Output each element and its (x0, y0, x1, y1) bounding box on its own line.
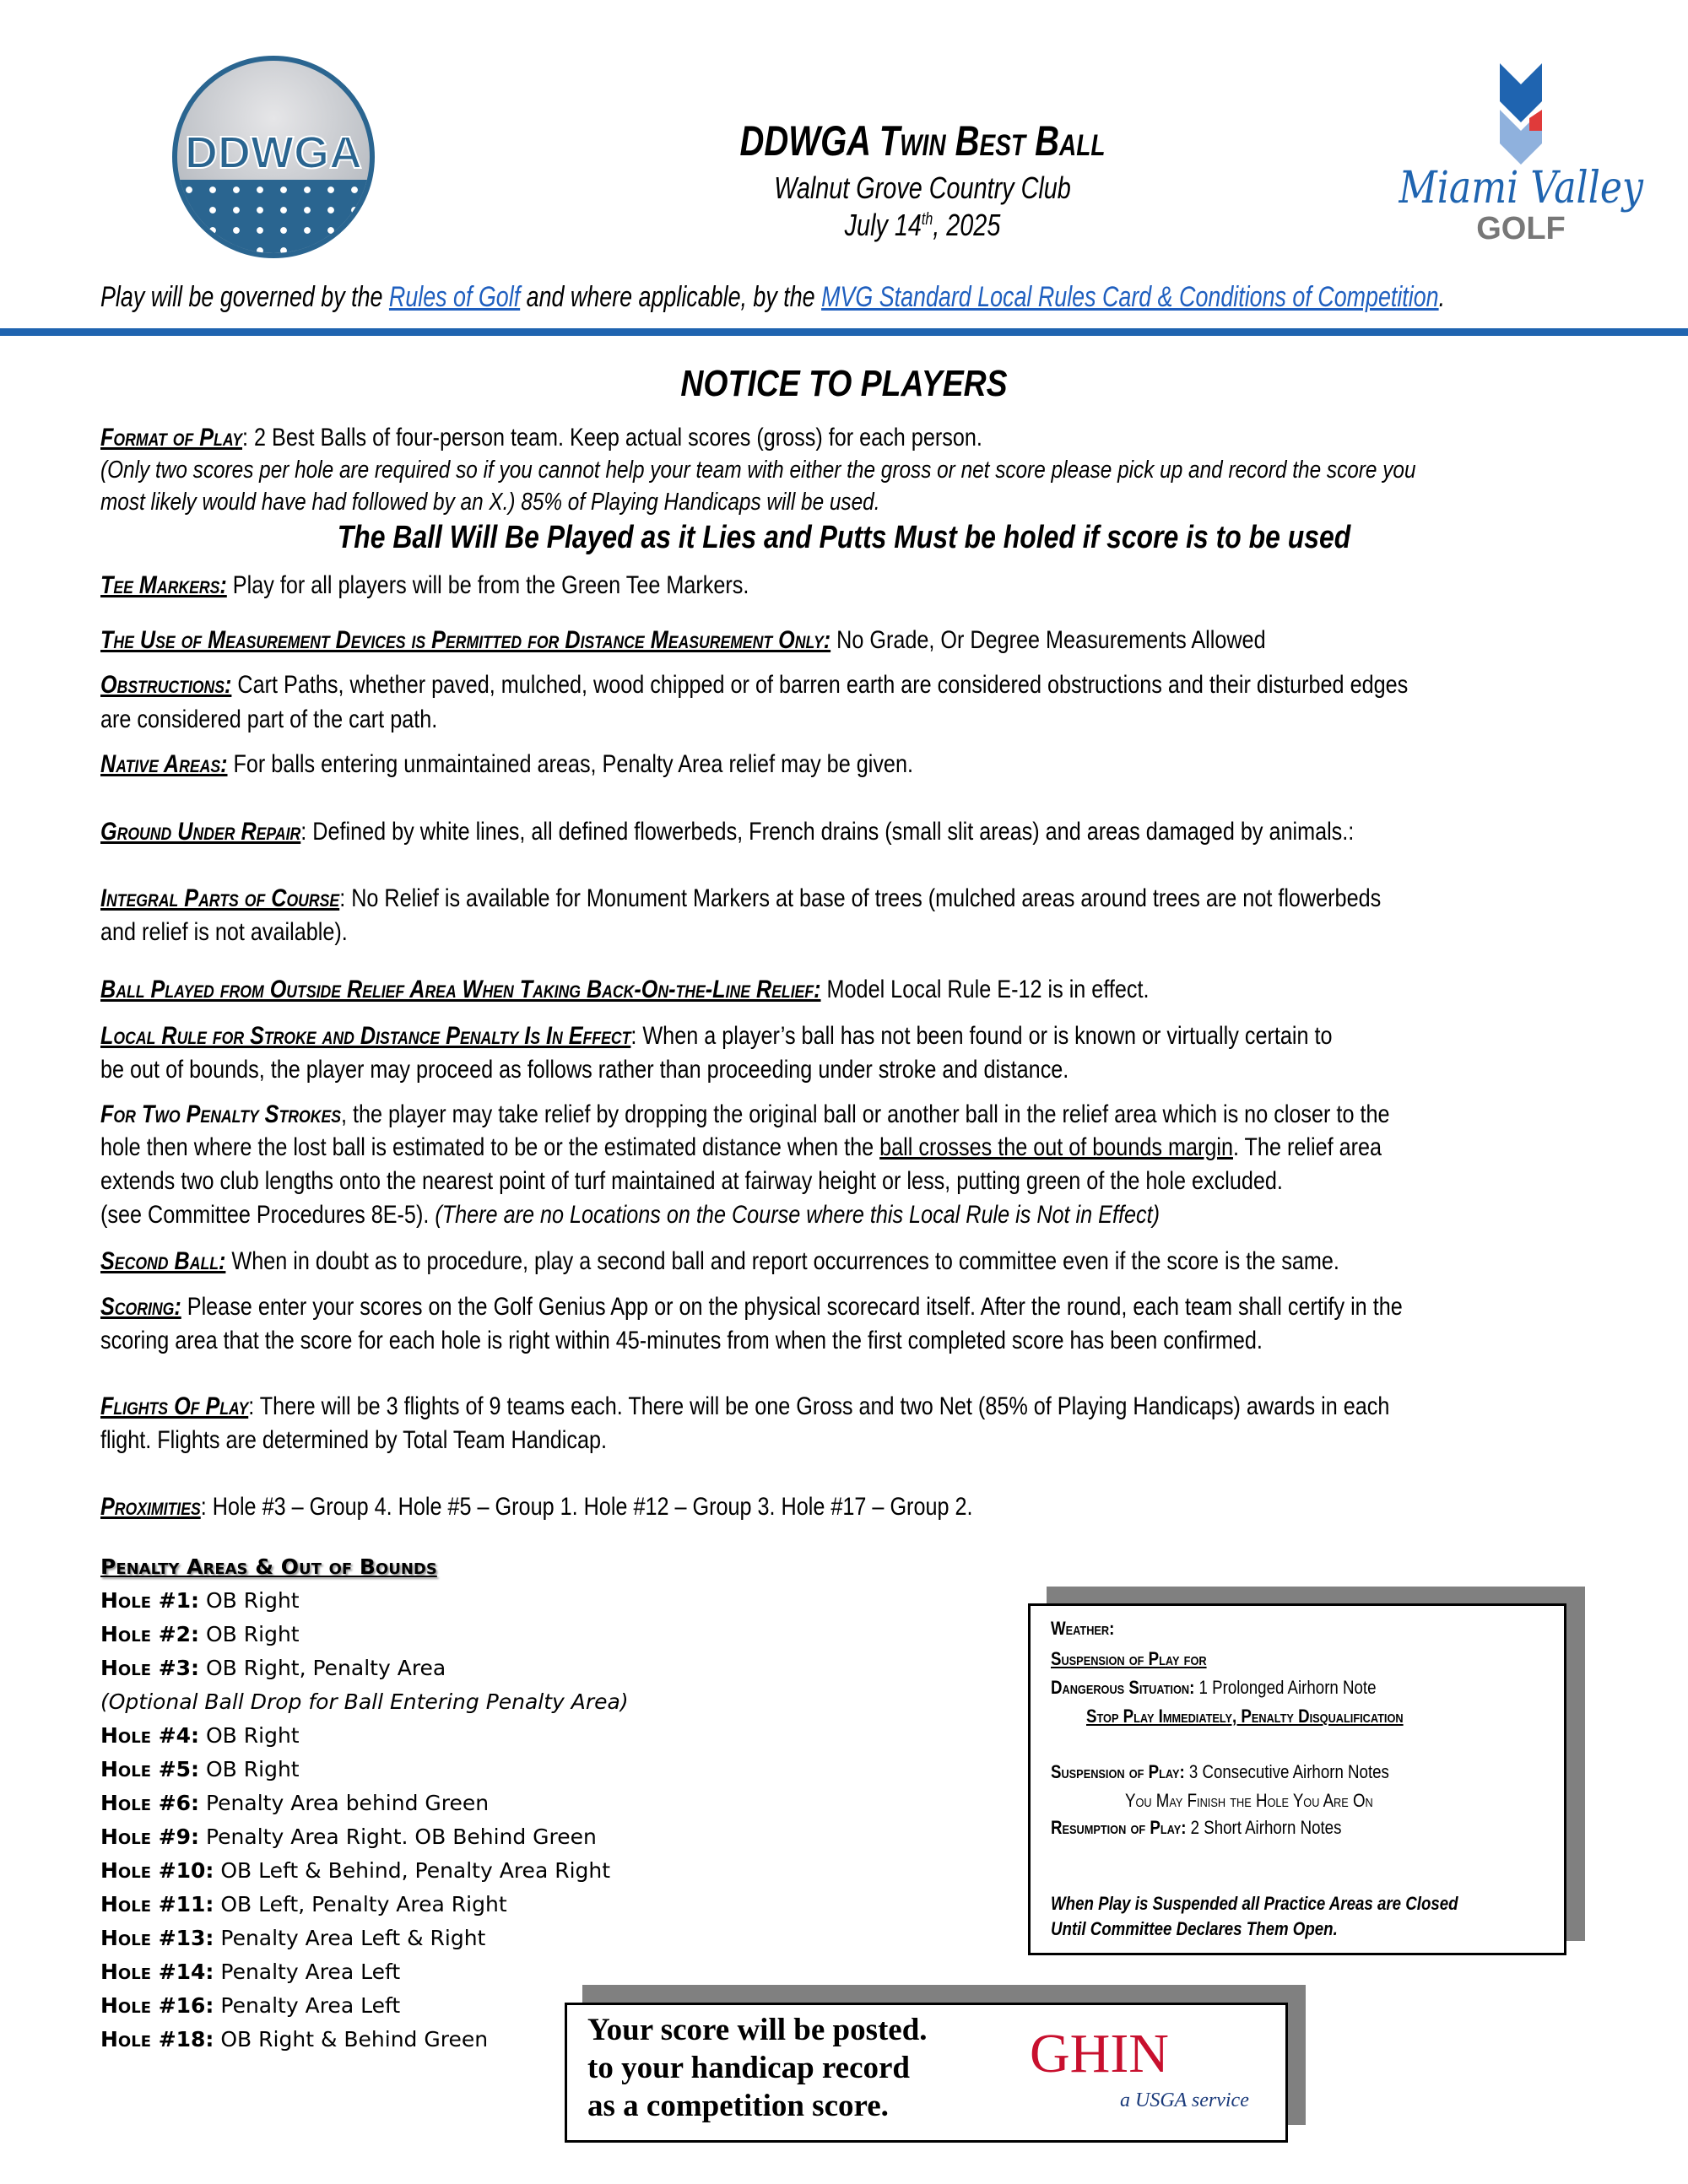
hole-item (100, 1824, 597, 1851)
governing-statement (100, 281, 1445, 314)
format-note-2: most likely would have had followed by an X.) 85% of Playing Handicaps will be used. (100, 489, 880, 516)
hole-label: Hole #13: (100, 1926, 214, 1950)
weather-note-1: When Play is Suspended all Practice Areas are Closed (1051, 1893, 1458, 1914)
weather-resume-label: Resumption of Play: (1051, 1817, 1187, 1838)
hole-item (100, 1722, 300, 1749)
hole-text: OB Right & Behind Green (214, 2027, 489, 2052)
twopenalty-line4 (100, 1200, 1160, 1230)
hole-label: Hole #6: (100, 1791, 200, 1815)
hole-text: Penalty Area Left (214, 1960, 401, 1984)
scoring-line2: scoring area that the score for each hole is right within 45-minutes from when the first completed score has been confirmed. (100, 1327, 1263, 1354)
hole-text: (Optional Ball Drop for Ball Entering Penalty Area) (100, 1689, 629, 1714)
integral-heading: Integral Parts of Course (100, 884, 340, 912)
weather-susp-for: Suspension of Play for (1051, 1648, 1207, 1669)
hole-label: Hole #16: (100, 1993, 214, 2018)
localrule-text: : When a player’s ball has not been found or is known or virtually certain to (630, 1022, 1333, 1050)
mvg-local-rules-link[interactable]: MVG Standard Local Rules Card & Conditions of Competition (821, 281, 1439, 313)
hole-text: OB Right (199, 1757, 300, 1781)
integral-text: : No Relief is available for Monument Markers at base of trees (mulched areas around trees are not flowerbeds (339, 884, 1382, 912)
ghin-line-1: Your score will be posted. (587, 2013, 928, 2047)
hole-item (100, 1925, 485, 1952)
hole-item (100, 1756, 300, 1783)
weather-note-2: Until Committee Declares Them Open. (1051, 1918, 1338, 1939)
weather-resume-text: 2 Short Airhorn Notes (1186, 1817, 1342, 1838)
measurement-devices (100, 625, 1266, 656)
format-note-1: (Only two scores per hole are required so if you cannot help your team with either the gross or net score please pick up and record the score you (100, 457, 1416, 484)
secondball-text: When in doubt as to procedure, play a second ball and report occurrences to committee even if the score is the same. (225, 1247, 1339, 1275)
backline-heading: Ball Played from Outside Relief Area When Taking Back-On-the-Line Relief: (100, 976, 821, 1003)
ghin-tagline: a USGA service (1120, 2089, 1249, 2111)
weather-susp-label: Suspension of Play: (1051, 1761, 1185, 1782)
header-divider (0, 328, 1688, 336)
format-heading: Format of Play (100, 424, 243, 451)
flights-of-play (100, 1392, 1389, 1422)
tee-markers (100, 570, 749, 601)
hole-item (100, 1992, 400, 2019)
scoring-heading: Scoring: (100, 1293, 181, 1321)
weather-box (1028, 1603, 1566, 1955)
ghin-logo: GHIN (1030, 2023, 1169, 2084)
tee-heading: Tee Markers: (100, 571, 227, 599)
mv-chevron-icon (1496, 63, 1546, 165)
integral-parts (100, 884, 1381, 914)
hole-text: OB Right, Penalty Area (199, 1656, 446, 1680)
hole-label: Hole #3: (100, 1656, 200, 1680)
hole-label: Hole #4: (100, 1723, 200, 1748)
mv-logo-script: Miami Valley (1399, 163, 1643, 214)
devices-heading: The Use of Measurement Devices is Permitted for Distance Measurement Only: (100, 626, 831, 654)
hole-label: Hole #10: (100, 1858, 214, 1883)
hole-label: Hole #2: (100, 1622, 200, 1646)
hole-item (100, 1689, 629, 1716)
hole-text: OB Left, Penalty Area Right (214, 1892, 507, 1916)
miami-valley-logo (1377, 63, 1664, 245)
hole-label: Hole #18: (100, 2027, 214, 2052)
weather-danger-text: 1 Prolonged Airhorn Note (1194, 1677, 1377, 1698)
weather-danger-label: Dangerous Situation: (1051, 1677, 1195, 1698)
gur-heading: Ground Under Repair (100, 818, 301, 846)
hole-label: Hole #5: (100, 1757, 200, 1781)
flights-heading: Flights Of Play (100, 1392, 249, 1420)
hole-item (100, 1959, 400, 1986)
twopenalty-line4-pre: (see Committee Procedures 8E-5). (100, 1201, 436, 1229)
ghin-line-3: as a competition score. (587, 2089, 889, 2123)
penalty-areas-heading: Penalty Areas & Out of Bounds (100, 1554, 437, 1579)
second-ball (100, 1246, 1339, 1277)
twopenalty-line4-italic: (There are no Locations on the Course where this Local Rule is Not in Effect) (435, 1201, 1160, 1229)
hole-text: OB Left & Behind, Penalty Area Right (214, 1858, 611, 1883)
proximities-heading: Proximities (100, 1493, 201, 1521)
notice-title: NOTICE TO PLAYERS (680, 363, 1008, 404)
native-heading: Native Areas: (100, 750, 228, 778)
hole-text: Penalty Area Left & Right (214, 1926, 486, 1950)
tee-text: Play for all players will be from the Green Tee Markers. (226, 571, 749, 599)
governed-end: . (1438, 281, 1446, 313)
weather-finish-hole: You May Finish the Hole You Are On (1125, 1790, 1373, 1811)
hole-item (100, 1587, 300, 1614)
localrule-heading: Local Rule for Stroke and Distance Penalty Is In Effect (100, 1022, 631, 1050)
scoring-text: Please enter your scores on the Golf Genius App or on the physical scorecard itself. After the round, each team shall certify in the (181, 1293, 1403, 1321)
twopenalty-text: , the player may take relief by dropping the original ball or another ball in the relief area which is no closer to the (340, 1100, 1390, 1128)
play-ball-as-lies-notice: The Ball Will Be Played as it Lies and Putts Must be holed if score is to be used (337, 520, 1351, 555)
date-year: , 2025 (933, 208, 1001, 242)
native-areas (100, 749, 913, 780)
secondball-heading: Second Ball: (100, 1247, 226, 1275)
club-name: Walnut Grove Country Club (774, 170, 1071, 205)
hole-label: Hole #9: (100, 1825, 200, 1849)
hole-item (100, 1857, 610, 1884)
hole-label: Hole #14: (100, 1960, 214, 1984)
twopenalty-line2-underlined: ball crosses the out of bounds margin (879, 1133, 1233, 1161)
two-penalty-strokes (100, 1100, 1389, 1130)
flights-line2: flight. Flights are determined by Total Team Handicap. (100, 1426, 607, 1454)
obstructions-line2: are considered part of the cart path. (100, 705, 438, 733)
proximities (100, 1492, 973, 1522)
format-text: : 2 Best Balls of four-person team. Keep actual scores (gross) for each person. (242, 424, 982, 451)
governed-pre: Play will be governed by the (100, 281, 389, 313)
hole-item (100, 1790, 489, 1817)
hole-label: Hole #1: (100, 1588, 200, 1613)
hole-item (100, 1621, 300, 1648)
hole-text: OB Right (199, 1622, 300, 1646)
date-main: July 14 (844, 208, 922, 242)
mv-logo-golf: GOLF (1476, 211, 1566, 246)
ground-under-repair (100, 817, 1354, 847)
obstructions (100, 670, 1408, 700)
proximities-text: : Hole #3 – Group 4. Hole #5 – Group 1. Hole #12 – Group 3. Hole #17 – Group 2. (200, 1493, 973, 1521)
obstructions-text: Cart Paths, whether paved, mulched, wood chipped or of barren earth are considered obstructions and their disturbed edges (231, 671, 1409, 699)
hole-text: Penalty Area behind Green (199, 1791, 490, 1815)
twopenalty-line2-post: . The relief area (1232, 1133, 1382, 1161)
hole-text: OB Right (199, 1723, 300, 1748)
hole-text: Penalty Area Right. OB Behind Green (199, 1825, 597, 1849)
governed-mid: and where applicable, by the (520, 281, 822, 313)
rules-of-golf-link[interactable]: Rules of Golf (388, 281, 521, 313)
hole-item (100, 2026, 488, 2053)
twopenalty-line3: extends two club lengths onto the nearest point of turf maintained at fairway height or less, putting green of the hole excluded. (100, 1167, 1283, 1195)
ddwga-logo-text: DDWGA (185, 127, 362, 178)
weather-stop-play: Stop Play Immediately, Penalty Disqualification (1086, 1706, 1404, 1727)
gur-text: : Defined by white lines, all defined flowerbeds, French drains (small slit areas) and areas damaged by animals.: (300, 818, 1355, 846)
native-text: For balls entering unmaintained areas, Penalty Area relief may be given. (227, 750, 913, 778)
backline-text: Model Local Rule E-12 is in effect. (820, 976, 1150, 1003)
hole-text: Penalty Area Left (214, 1993, 401, 2018)
weather-heading: Weather: (1051, 1618, 1115, 1639)
flights-text: : There will be 3 flights of 9 teams each. There will be one Gross and two Net (85% of Playing Handicaps) awards in each (248, 1392, 1390, 1420)
twopenalty-line2 (100, 1133, 1382, 1163)
hole-text: OB Right (199, 1588, 300, 1613)
hole-label: Hole #11: (100, 1892, 214, 1916)
local-rule-stroke-distance (100, 1021, 1333, 1051)
hole-item (100, 1655, 446, 1682)
format-of-play (100, 423, 982, 453)
weather-susp-text: 3 Consecutive Airhorn Notes (1184, 1761, 1389, 1782)
twopenalty-heading: For Two Penalty Strokes (100, 1100, 341, 1128)
integral-line2: and relief is not available). (100, 918, 348, 946)
localrule-line2: be out of bounds, the player may proceed as follows rather than proceeding under stroke and distance. (100, 1056, 1069, 1084)
obstructions-heading: Obstructions: (100, 671, 232, 699)
hole-item (100, 1891, 507, 1918)
event-title: DDWGA Twin Best Ball (739, 117, 1106, 165)
scoring (100, 1292, 1403, 1322)
devices-text: No Grade, Or Degree Measurements Allowed (830, 626, 1266, 654)
twopenalty-line2-pre: hole then where the lost ball is estimated to be or the estimated distance when the (100, 1133, 880, 1161)
ghin-box (565, 2003, 1288, 2143)
back-on-line-relief (100, 975, 1149, 1005)
date-sup: th (921, 210, 933, 229)
ghin-line-2: to your handicap record (587, 2051, 911, 2085)
